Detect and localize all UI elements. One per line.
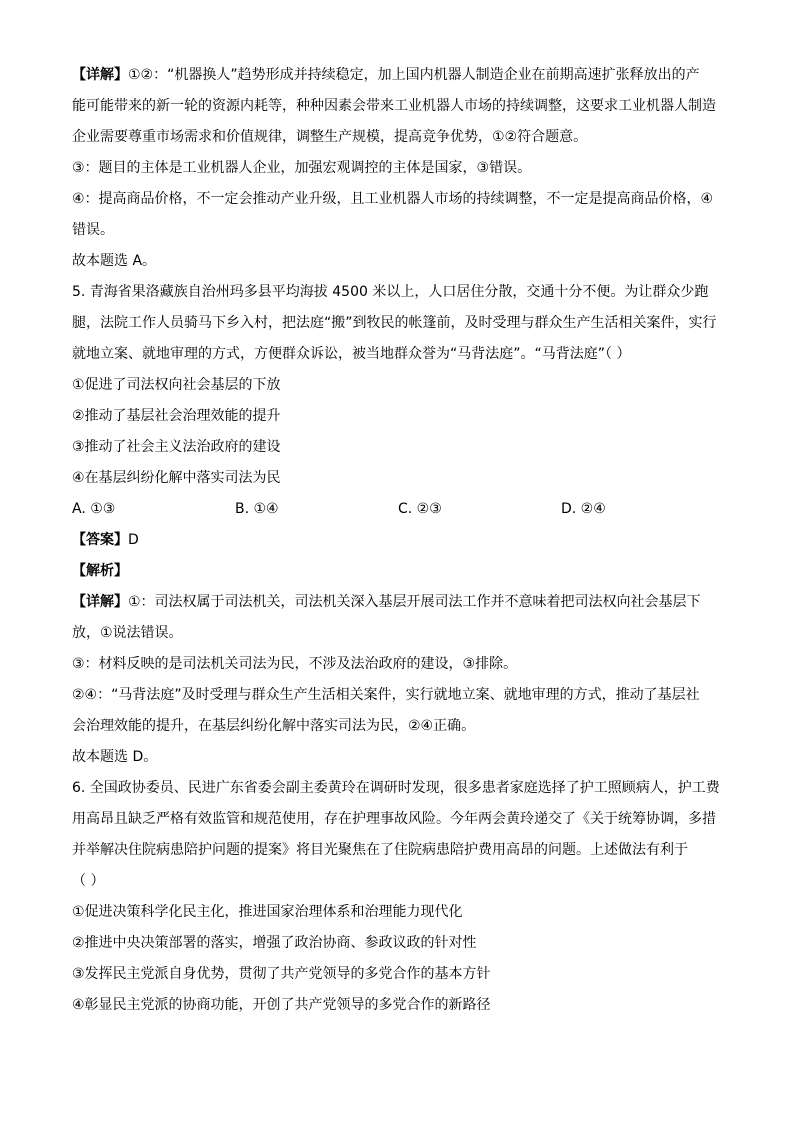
q5-conclusion: 故本题选 D。	[72, 749, 158, 765]
q4-detail-line-4: ③：题目的主体是工业机器人企业，加强宏观调控的主体是国家，③错误。	[72, 160, 532, 176]
q5-stem-line-3: 就地立案、就地审理的方式，方便群众诉讼，被当地群众誉为“马背法庭”。“马背法庭”（ ）	[72, 346, 631, 362]
q6-item-4: ④彰显民主党派的协商功能，开创了共产党领导的多党合作的新路径	[72, 997, 491, 1013]
q5-item-4: ④在基层纠纷化解中落实司法为民	[72, 470, 281, 486]
q5-options	[72, 498, 724, 529]
q6-stem-line-2: 用高昂且缺乏严格有效监管和规范使用，存在护理事故风险。今年两会黄玲递交了《关于统筹协调，多措	[72, 811, 716, 827]
q6-item-1: ①促进决策科学化民主化，推进国家治理体系和治理能力现代化	[72, 904, 463, 920]
q4-detail-tag: 【详解】	[72, 67, 128, 83]
q6-stem-line-3: 并举解决住院病患陪护问题的提案》将目光聚焦在了住院病患陪护费用高昂的问题。上述做法有利于	[72, 842, 688, 858]
q5-stem-line-2: 腿，法院工作人员骑马下乡入村，把法庭“搬”到牧民的帐篷前，及时受理与群众生产生活相关案件，实行	[72, 315, 717, 331]
q5-item-1: ①促进了司法权向社会基层的下放	[72, 377, 281, 393]
q5-detail-line-3: ③：材料反映的是司法机关司法为民，不涉及法治政府的建设，③排除。	[72, 656, 518, 672]
q5-answer-line	[72, 529, 724, 560]
q5-detail-line-2: 放，①说法错误。	[72, 625, 183, 641]
q5-answer: D	[128, 532, 139, 548]
q5-stem-line-1: 5. 青海省果洛藏族自治州玛多县平均海拔 4500 米以上，人口居住分散，交通十分不便。为让群众少跑	[72, 284, 709, 300]
q4-detail-line-2: 能可能带来的新一轮的资源内耗等，种种因素会带来工业机器人市场的持续调整，这要求工业机器人制造	[72, 98, 716, 114]
q5-option-a: A. ①③	[72, 501, 116, 517]
q5-answer-tag: 【答案】	[72, 532, 128, 548]
q5-detail-line-4: ②④：“马背法庭”及时受理与群众生产生活相关案件，实行就地立案、就地审理的方式，推动了基层社	[72, 687, 700, 703]
q4-conclusion: 故本题选 A。	[72, 253, 157, 269]
q5-detail-tag: 【详解】	[72, 594, 128, 610]
q5-option-b: B. ①④	[235, 501, 279, 517]
document-page	[72, 64, 724, 1025]
q6-item-2: ②推进中央决策部署的落实，增强了政治协商、参政议政的针对性	[72, 935, 477, 951]
q5-detail-line-1: 【详解】①：司法权属于司法机关，司法机关深入基层开展司法工作并不意味着把司法权向社会基层下	[72, 594, 701, 610]
q4-detail-line-1: 【详解】①②：“机器换人”趋势形成并持续稳定，加上国内机器人制造企业在前期高速扩张释放出的产	[72, 67, 700, 83]
q4-detail-line-5: ④：提高商品价格，不一定会推动产业升级，且工业机器人市场的持续调整，不一定是提高商品价格，④	[72, 191, 714, 207]
q5-option-c: C. ②③	[398, 501, 442, 517]
q6-stem-line-4: （ ）	[72, 873, 105, 889]
q5-detail-line-5: 会治理效能的提升，在基层纠纷化解中落实司法为民，②④正确。	[72, 718, 476, 734]
q6-stem-line-1: 6. 全国政协委员、民进广东省委会副主委黄玲在调研时发现，很多患者家庭选择了护工照顾病人，护工费	[72, 780, 720, 796]
q4-detail-line-3: 企业需要尊重市场需求和价值规律，调整生产规模，提高竞争优势，①②符合题意。	[72, 129, 588, 145]
q5-item-3: ③推动了社会主义法治政府的建设	[72, 439, 281, 455]
q5-option-d: D. ②④	[561, 501, 606, 517]
q4-detail-line-6: 错误。	[72, 222, 114, 238]
q5-analysis-tag: 【解析】	[72, 563, 128, 579]
q5-item-2: ②推动了基层社会治理效能的提升	[72, 408, 281, 424]
q6-item-3: ③发挥民主党派自身优势，贯彻了共产党领导的多党合作的基本方针	[72, 966, 491, 982]
